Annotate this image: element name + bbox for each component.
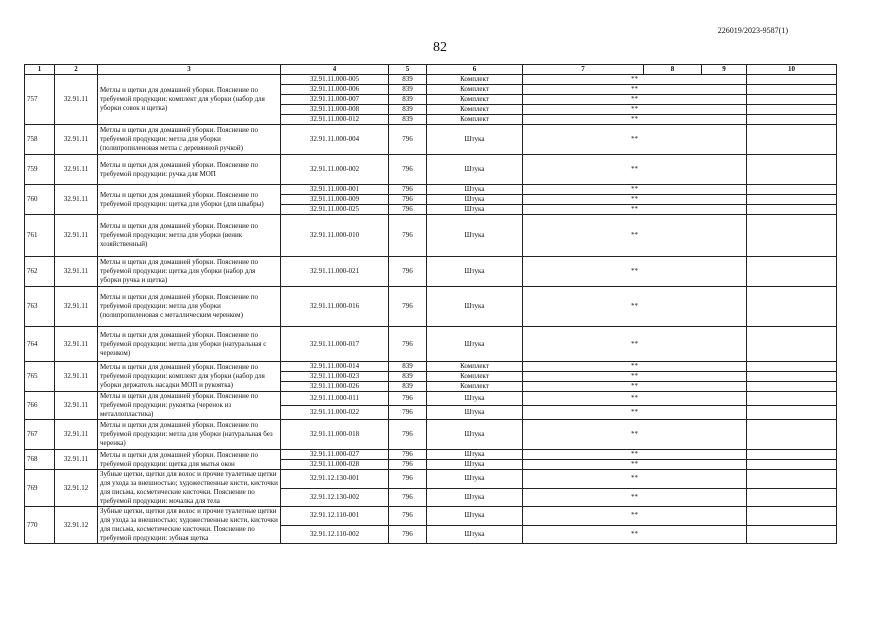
item-description: Метлы и щетки для домашней уборки. Пояснение по требуемой продукции: метла для уборки (натуральная с черенком) [98,327,281,362]
row-number: 770 [25,507,55,544]
mark-cell: ** [523,488,747,507]
empty-cell-10 [747,470,837,489]
mark-cell: ** [523,95,747,105]
okei-code: 839 [389,95,427,105]
unit-name: Комплект [427,115,523,125]
document-number: 226019/2023-9587(1) [717,26,788,35]
unit-name: Комплект [427,362,523,372]
mark-cell: ** [523,406,747,420]
ktru-code: 32.91.11.000-011 [281,392,389,406]
unit-name: Комплект [427,105,523,115]
unit-name: Штука [427,470,523,489]
empty-cell-10 [747,205,837,215]
table-body [25,75,837,544]
row-number: 768 [25,450,55,470]
empty-cell-10 [747,185,837,195]
mark-cell: ** [523,215,747,257]
ktru-code: 32.91.11.000-022 [281,406,389,420]
item-description: Метлы и щетки для домашней уборки. Пояснение по требуемой продукции: метла для уборки (полипропиленовая с металлическим черенком) [98,287,281,327]
col-header-8: 8 [644,65,702,75]
table-row [25,450,837,460]
mark-cell: ** [523,372,747,382]
unit-name: Штука [427,195,523,205]
ktru-code: 32.91.11.000-002 [281,155,389,185]
mark-cell: ** [523,327,747,362]
unit-name: Штука [427,125,523,155]
unit-name: Штука [427,525,523,544]
unit-name: Штука [427,185,523,195]
empty-cell-10 [747,95,837,105]
ktru-code: 32.91.11.000-017 [281,327,389,362]
item-description: Метлы и щетки для домашней уборки. Пояснение по требуемой продукции: щетка для мытья окон [98,450,281,470]
ktru-code: 32.91.11.000-007 [281,95,389,105]
okpd-code: 32.91.11 [55,257,98,287]
table-row [25,185,837,195]
okei-code: 796 [389,215,427,257]
item-description: Метлы и щетки для домашней уборки. Пояснение по требуемой продукции: комплект для уборки (набор для уборки держатель насадки МОП и рукоятка) [98,362,281,392]
okei-code: 796 [389,125,427,155]
row-number: 763 [25,287,55,327]
okei-code: 796 [389,327,427,362]
item-description: Зубные щетки, щетки для волос и прочие туалетные щетки для ухода за внешностью; художественные кисти, кисточки для письма, косметические кисточки. Пояснение по требуемой продукции: зубная щетка [98,507,281,544]
mark-cell: ** [523,420,747,450]
row-number: 760 [25,185,55,215]
col-header-4: 4 [281,65,389,75]
table-row [25,287,837,327]
ktru-code: 32.91.12.110-001 [281,507,389,526]
okei-code: 796 [389,525,427,544]
empty-cell-10 [747,195,837,205]
okei-code: 796 [389,205,427,215]
row-number: 767 [25,420,55,450]
unit-name: Штука [427,392,523,406]
table-row [25,327,837,362]
ktru-code: 32.91.11.000-021 [281,257,389,287]
okei-code: 796 [389,257,427,287]
empty-cell-10 [747,507,837,526]
unit-name: Штука [427,257,523,287]
empty-cell-10 [747,85,837,95]
item-description: Метлы и щетки для домашней уборки. Пояснение по требуемой продукции: метла для уборки (натуральная без черенка) [98,420,281,450]
unit-name: Комплект [427,95,523,105]
okpd-code: 32.91.11 [55,75,98,125]
table-row [25,257,837,287]
row-number: 762 [25,257,55,287]
mark-cell: ** [523,205,747,215]
ktru-code: 32.91.11.000-026 [281,382,389,392]
ktru-code: 32.91.11.000-016 [281,287,389,327]
table-row [25,75,837,85]
okei-code: 839 [389,362,427,372]
okei-code: 796 [389,420,427,450]
okei-code: 796 [389,185,427,195]
empty-cell-10 [747,460,837,470]
empty-cell-10 [747,215,837,257]
okei-code: 796 [389,155,427,185]
okpd-code: 32.91.11 [55,392,98,420]
mark-cell: ** [523,155,747,185]
unit-name: Комплект [427,85,523,95]
okpd-code: 32.91.11 [55,450,98,470]
mark-cell: ** [523,450,747,460]
table-row [25,507,837,526]
okei-code: 796 [389,195,427,205]
okei-code: 796 [389,470,427,489]
empty-cell-10 [747,450,837,460]
ktru-code: 32.91.11.000-014 [281,362,389,372]
table-row [25,470,837,489]
mark-cell: ** [523,507,747,526]
empty-cell-10 [747,406,837,420]
mark-cell: ** [523,185,747,195]
ktru-code: 32.91.11.000-001 [281,185,389,195]
page-number: 82 [433,40,447,55]
ktru-code: 32.91.11.000-025 [281,205,389,215]
ktru-code: 32.91.11.000-012 [281,115,389,125]
row-number: 757 [25,75,55,125]
table-row [25,420,837,450]
okpd-code: 32.91.11 [55,420,98,450]
col-header-5: 5 [389,65,427,75]
unit-name: Штука [427,327,523,362]
ktru-code: 32.91.11.000-006 [281,85,389,95]
ktru-code: 32.91.11.000-018 [281,420,389,450]
ktru-code: 32.91.11.000-004 [281,125,389,155]
empty-cell-10 [747,488,837,507]
col-header-10: 10 [747,65,837,75]
unit-name: Штука [427,406,523,420]
okpd-code: 32.91.12 [55,507,98,544]
table-row [25,392,837,406]
okei-code: 839 [389,382,427,392]
ktru-code: 32.91.11.000-005 [281,75,389,85]
okei-code: 796 [389,392,427,406]
item-description: Метлы и щетки для домашней уборки. Пояснение по требуемой продукции: рукоятка (черенок из металлопластика) [98,392,281,420]
table-row [25,215,837,257]
col-header-3: 3 [98,65,281,75]
column-number-row [25,65,837,75]
mark-cell: ** [523,115,747,125]
empty-cell-10 [747,392,837,406]
row-number: 765 [25,362,55,392]
mark-cell: ** [523,105,747,115]
okpd-code: 32.91.11 [55,125,98,155]
empty-cell-10 [747,105,837,115]
unit-name: Штука [427,488,523,507]
okei-code: 796 [389,507,427,526]
unit-name: Штука [427,507,523,526]
unit-name: Штука [427,205,523,215]
unit-name: Штука [427,450,523,460]
item-description: Метлы и щетки для домашней уборки. Пояснение по требуемой продукции: щетка для уборки (для швабры) [98,185,281,215]
mark-cell: ** [523,392,747,406]
unit-name: Комплект [427,382,523,392]
item-description: Метлы и щетки для домашней уборки. Пояснение по требуемой продукции: метла для уборки (веник хозяйственный) [98,215,281,257]
mark-cell: ** [523,85,747,95]
ktru-code: 32.91.12.110-002 [281,525,389,544]
row-number: 759 [25,155,55,185]
row-number: 769 [25,470,55,507]
okpd-code: 32.91.11 [55,287,98,327]
okei-code: 796 [389,406,427,420]
okpd-code: 32.91.11 [55,215,98,257]
mark-cell: ** [523,362,747,372]
empty-cell-10 [747,525,837,544]
mark-cell: ** [523,75,747,85]
empty-cell-10 [747,372,837,382]
okei-code: 796 [389,450,427,460]
unit-name: Комплект [427,372,523,382]
unit-name: Штука [427,215,523,257]
ktru-code: 32.91.11.000-027 [281,450,389,460]
okei-code: 839 [389,85,427,95]
unit-name: Комплект [427,75,523,85]
empty-cell-10 [747,125,837,155]
mark-cell: ** [523,195,747,205]
unit-name: Штука [427,287,523,327]
okpd-code: 32.91.11 [55,155,98,185]
ktru-code: 32.91.11.000-010 [281,215,389,257]
mark-cell: ** [523,525,747,544]
item-description: Метлы и щетки для домашней уборки. Пояснение по требуемой продукции: комплект для уборки (набор для уборки совок и щетка) [98,75,281,125]
table-row [25,155,837,185]
okei-code: 839 [389,115,427,125]
table-row [25,362,837,372]
ktru-code: 32.91.12.130-002 [281,488,389,507]
ktru-code: 32.91.11.000-008 [281,105,389,115]
empty-cell-10 [747,362,837,372]
okei-code: 839 [389,75,427,85]
empty-cell-10 [747,115,837,125]
mark-cell: ** [523,287,747,327]
empty-cell-10 [747,420,837,450]
col-header-9: 9 [702,65,747,75]
row-number: 766 [25,392,55,420]
okei-code: 796 [389,488,427,507]
okei-code: 839 [389,372,427,382]
ktru-code: 32.91.11.000-028 [281,460,389,470]
mark-cell: ** [523,470,747,489]
item-description: Метлы и щетки для домашней уборки. Пояснение по требуемой продукции: метла для уборки (полипропиленовая метла с деревянной ручкой) [98,125,281,155]
okei-code: 839 [389,105,427,115]
okpd-code: 32.91.11 [55,327,98,362]
row-number: 764 [25,327,55,362]
item-description: Метлы и щетки для домашней уборки. Пояснение по требуемой продукции: ручка для МОП [98,155,281,185]
col-header-7: 7 [523,65,644,75]
col-header-2: 2 [55,65,98,75]
empty-cell-10 [747,257,837,287]
procurement-table [24,64,837,544]
okei-code: 796 [389,460,427,470]
unit-name: Штука [427,155,523,185]
ktru-code: 32.91.11.000-009 [281,195,389,205]
empty-cell-10 [747,155,837,185]
mark-cell: ** [523,125,747,155]
row-number: 761 [25,215,55,257]
mark-cell: ** [523,382,747,392]
okpd-code: 32.91.11 [55,362,98,392]
ktru-code: 32.91.11.000-023 [281,372,389,382]
empty-cell-10 [747,287,837,327]
mark-cell: ** [523,257,747,287]
mark-cell: ** [523,460,747,470]
row-number: 758 [25,125,55,155]
okei-code: 796 [389,287,427,327]
ktru-code: 32.91.12.130-001 [281,470,389,489]
unit-name: Штука [427,460,523,470]
empty-cell-10 [747,327,837,362]
okpd-code: 32.91.11 [55,185,98,215]
col-header-1: 1 [25,65,55,75]
col-header-6: 6 [427,65,523,75]
unit-name: Штука [427,420,523,450]
table-row [25,125,837,155]
empty-cell-10 [747,382,837,392]
empty-cell-10 [747,75,837,85]
item-description: Метлы и щетки для домашней уборки. Пояснение по требуемой продукции: щетка для уборки (набор для уборки ручка и щетка) [98,257,281,287]
item-description: Зубные щетки, щетки для волос и прочие туалетные щетки для ухода за внешностью; художественные кисти, кисточки для письма, косметические кисточки. Пояснение по требуемой продукции: мочалка для тела [98,470,281,507]
okpd-code: 32.91.12 [55,470,98,507]
